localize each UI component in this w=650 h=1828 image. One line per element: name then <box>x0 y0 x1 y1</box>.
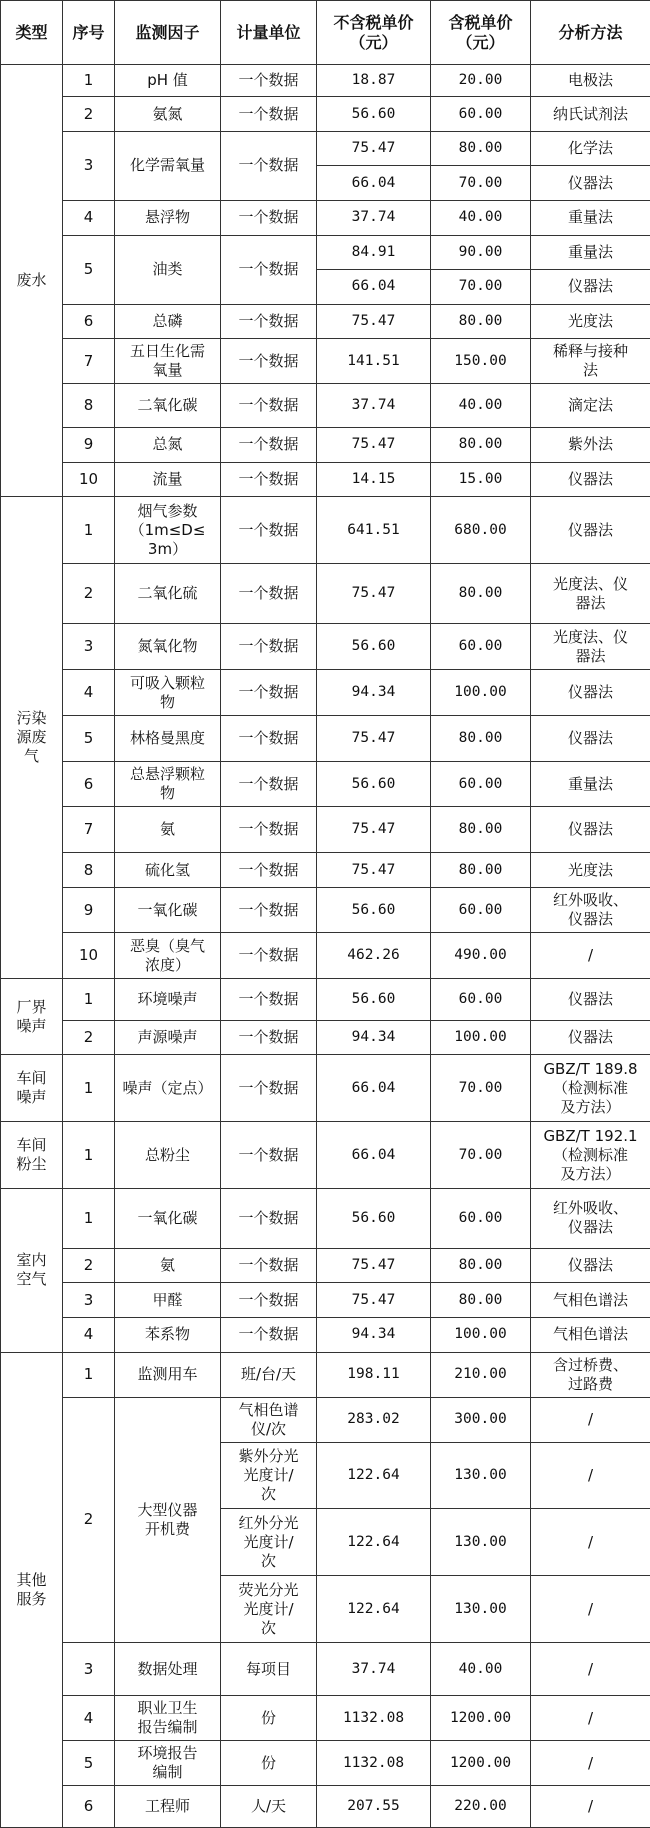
factor-cell: 噪声（定点） <box>115 1055 221 1122</box>
unit-cell: 荧光分光 光度计/ 次 <box>221 1576 317 1643</box>
table-row <box>1 1786 650 1828</box>
unit-cell: 一个数据 <box>221 428 317 463</box>
unit-cell: 一个数据 <box>221 235 317 304</box>
factor-cell: 烟气参数 （1m≤D≤ 3m） <box>115 497 221 564</box>
unit-cell: 一个数据 <box>221 1122 317 1189</box>
price-ex-tax: 66.04 <box>317 270 431 305</box>
price-inc-tax: 60.00 <box>431 888 531 933</box>
price-ex-tax: 14.15 <box>317 462 431 497</box>
factor-cell: 一氧化碳 <box>115 888 221 933</box>
price-ex-tax: 94.34 <box>317 670 431 716</box>
factor-cell: 油类 <box>115 235 221 304</box>
table-row <box>1 1248 650 1283</box>
price-ex-tax: 75.47 <box>317 1248 431 1283</box>
price-ex-tax: 141.51 <box>317 339 431 384</box>
method-cell: 仪器法 <box>531 670 650 716</box>
unit-cell: 一个数据 <box>221 888 317 933</box>
table-body <box>1 65 650 1828</box>
row-number: 7 <box>63 339 115 384</box>
price-inc-tax: 1200.00 <box>431 1741 531 1786</box>
price-inc-tax: 80.00 <box>431 1248 531 1283</box>
price-ex-tax: 56.60 <box>317 979 431 1021</box>
price-ex-tax: 66.04 <box>317 166 431 201</box>
table-row <box>1 304 650 339</box>
price-ex-tax: 84.91 <box>317 235 431 270</box>
method-cell: 光度法、仪 器法 <box>531 624 650 670</box>
unit-cell: 份 <box>221 1696 317 1741</box>
price-inc-tax: 300.00 <box>431 1397 531 1442</box>
table-row <box>1 97 650 132</box>
category-cell: 车间 噪声 <box>1 1055 63 1122</box>
unit-cell: 一个数据 <box>221 97 317 132</box>
price-ex-tax: 198.11 <box>317 1352 431 1397</box>
price-inc-tax: 80.00 <box>431 131 531 166</box>
factor-cell: 二氧化硫 <box>115 564 221 624</box>
unit-cell: 一个数据 <box>221 933 317 979</box>
factor-cell: 环境报告 编制 <box>115 1741 221 1786</box>
row-number: 1 <box>63 65 115 97</box>
unit-cell: 一个数据 <box>221 564 317 624</box>
row-number: 4 <box>63 670 115 716</box>
unit-cell: 份 <box>221 1741 317 1786</box>
method-cell: 紫外法 <box>531 428 650 463</box>
method-cell: 气相色谱法 <box>531 1283 650 1318</box>
factor-cell: 环境噪声 <box>115 979 221 1021</box>
table-row <box>1 624 650 670</box>
price-inc-tax: 220.00 <box>431 1786 531 1828</box>
price-ex-tax: 75.47 <box>317 716 431 762</box>
factor-cell: 总悬浮颗粒 物 <box>115 762 221 807</box>
price-ex-tax: 66.04 <box>317 1055 431 1122</box>
price-inc-tax: 70.00 <box>431 1122 531 1189</box>
method-cell: 红外吸收、 仪器法 <box>531 888 650 933</box>
factor-cell: 总粉尘 <box>115 1122 221 1189</box>
table-row <box>1 1352 650 1397</box>
method-cell: / <box>531 1576 650 1643</box>
header-method: 分析方法 <box>531 1 650 65</box>
price-inc-tax: 130.00 <box>431 1509 531 1576</box>
factor-cell: 一氧化碳 <box>115 1188 221 1248</box>
price-ex-tax: 122.64 <box>317 1509 431 1576</box>
price-ex-tax: 75.47 <box>317 131 431 166</box>
factor-cell: 总氮 <box>115 428 221 463</box>
price-ex-tax: 641.51 <box>317 497 431 564</box>
row-number: 3 <box>63 1643 115 1696</box>
price-inc-tax: 40.00 <box>431 201 531 236</box>
table-row <box>1 1643 650 1696</box>
price-ex-tax: 56.60 <box>317 888 431 933</box>
price-ex-tax: 56.60 <box>317 624 431 670</box>
price-ex-tax: 75.47 <box>317 807 431 853</box>
price-ex-tax: 1132.08 <box>317 1741 431 1786</box>
row-number: 3 <box>63 1283 115 1318</box>
row-number: 1 <box>63 1352 115 1397</box>
unit-cell: 一个数据 <box>221 1188 317 1248</box>
unit-cell: 紫外分光 光度计/ 次 <box>221 1442 317 1509</box>
unit-cell: 一个数据 <box>221 65 317 97</box>
price-inc-tax: 130.00 <box>431 1576 531 1643</box>
method-cell: 电极法 <box>531 65 650 97</box>
factor-cell: 职业卫生 报告编制 <box>115 1696 221 1741</box>
price-ex-tax: 75.47 <box>317 564 431 624</box>
method-cell: 仪器法 <box>531 462 650 497</box>
category-cell: 车间 粉尘 <box>1 1122 63 1189</box>
category-cell: 污染 源废 气 <box>1 497 63 979</box>
row-number: 10 <box>63 462 115 497</box>
method-cell: 仪器法 <box>531 807 650 853</box>
table-row <box>1 853 650 888</box>
table-row <box>1 1020 650 1055</box>
method-cell: 重量法 <box>531 201 650 236</box>
price-inc-tax: 60.00 <box>431 1188 531 1248</box>
unit-cell: 一个数据 <box>221 807 317 853</box>
price-inc-tax: 80.00 <box>431 564 531 624</box>
price-inc-tax: 100.00 <box>431 1020 531 1055</box>
method-cell: 仪器法 <box>531 716 650 762</box>
method-cell: 光度法 <box>531 853 650 888</box>
unit-cell: 一个数据 <box>221 1318 317 1353</box>
unit-cell: 一个数据 <box>221 1020 317 1055</box>
table-row <box>1 807 650 853</box>
row-number: 7 <box>63 807 115 853</box>
table-row <box>1 428 650 463</box>
price-inc-tax: 20.00 <box>431 65 531 97</box>
method-cell: 气相色谱法 <box>531 1318 650 1353</box>
factor-cell: 大型仪器 开机费 <box>115 1397 221 1643</box>
category-cell: 其他 服务 <box>1 1352 63 1827</box>
factor-cell: 恶臭（臭气 浓度） <box>115 933 221 979</box>
header-category: 类型 <box>1 1 63 65</box>
header-unit: 计量单位 <box>221 1 317 65</box>
header-number: 序号 <box>63 1 115 65</box>
method-cell: GBZ/T 189.8 （检测标准 及方法） <box>531 1055 650 1122</box>
unit-cell: 一个数据 <box>221 853 317 888</box>
factor-cell: 悬浮物 <box>115 201 221 236</box>
method-cell: 化学法 <box>531 131 650 166</box>
factor-cell: 甲醛 <box>115 1283 221 1318</box>
price-inc-tax: 100.00 <box>431 670 531 716</box>
table-row <box>1 1696 650 1741</box>
price-ex-tax: 462.26 <box>317 933 431 979</box>
factor-cell: 氨氮 <box>115 97 221 132</box>
price-inc-tax: 40.00 <box>431 384 531 428</box>
row-number: 8 <box>63 384 115 428</box>
factor-cell: 数据处理 <box>115 1643 221 1696</box>
method-cell: 仪器法 <box>531 979 650 1021</box>
table-row <box>1 497 650 564</box>
category-cell: 室内 空气 <box>1 1188 63 1352</box>
factor-cell: 监测用车 <box>115 1352 221 1397</box>
category-cell: 厂界 噪声 <box>1 979 63 1055</box>
table-row <box>1 1055 650 1122</box>
method-cell: / <box>531 1509 650 1576</box>
price-inc-tax: 60.00 <box>431 624 531 670</box>
table-row <box>1 1741 650 1786</box>
method-cell: 仪器法 <box>531 1248 650 1283</box>
method-cell: 仪器法 <box>531 166 650 201</box>
row-number: 2 <box>63 564 115 624</box>
unit-cell: 一个数据 <box>221 497 317 564</box>
row-number: 6 <box>63 1786 115 1828</box>
factor-cell: 林格曼黑度 <box>115 716 221 762</box>
row-number: 4 <box>63 201 115 236</box>
method-cell: 光度法、仪 器法 <box>531 564 650 624</box>
header-factor: 监测因子 <box>115 1 221 65</box>
method-cell: / <box>531 1397 650 1442</box>
row-number: 3 <box>63 131 115 200</box>
unit-cell: 班/台/天 <box>221 1352 317 1397</box>
price-inc-tax: 80.00 <box>431 853 531 888</box>
price-inc-tax: 490.00 <box>431 933 531 979</box>
row-number: 1 <box>63 1055 115 1122</box>
unit-cell: 红外分光 光度计/ 次 <box>221 1509 317 1576</box>
price-inc-tax: 70.00 <box>431 270 531 305</box>
row-number: 9 <box>63 428 115 463</box>
price-inc-tax: 60.00 <box>431 762 531 807</box>
table-row <box>1 131 650 166</box>
unit-cell: 气相色谱 仪/次 <box>221 1397 317 1442</box>
row-number: 4 <box>63 1696 115 1741</box>
row-number: 2 <box>63 1397 115 1643</box>
price-inc-tax: 150.00 <box>431 339 531 384</box>
price-inc-tax: 60.00 <box>431 97 531 132</box>
table-row <box>1 1283 650 1318</box>
table-row <box>1 235 650 270</box>
unit-cell: 一个数据 <box>221 979 317 1021</box>
method-cell: 稀释与接种 法 <box>531 339 650 384</box>
method-cell: 光度法 <box>531 304 650 339</box>
price-inc-tax: 1200.00 <box>431 1696 531 1741</box>
price-ex-tax: 1132.08 <box>317 1696 431 1741</box>
table-row <box>1 762 650 807</box>
row-number: 10 <box>63 933 115 979</box>
row-number: 6 <box>63 304 115 339</box>
factor-cell: 硫化氢 <box>115 853 221 888</box>
table-row <box>1 716 650 762</box>
row-number: 3 <box>63 624 115 670</box>
price-inc-tax: 100.00 <box>431 1318 531 1353</box>
table-row <box>1 462 650 497</box>
row-number: 5 <box>63 235 115 304</box>
table-row <box>1 1122 650 1189</box>
price-ex-tax: 75.47 <box>317 304 431 339</box>
price-ex-tax: 56.60 <box>317 97 431 132</box>
factor-cell: 化学需氧量 <box>115 131 221 200</box>
price-ex-tax: 207.55 <box>317 1786 431 1828</box>
method-cell: 仪器法 <box>531 1020 650 1055</box>
table-row <box>1 384 650 428</box>
price-inc-tax: 40.00 <box>431 1643 531 1696</box>
unit-cell: 一个数据 <box>221 1055 317 1122</box>
price-inc-tax: 680.00 <box>431 497 531 564</box>
method-cell: 重量法 <box>531 762 650 807</box>
price-ex-tax: 122.64 <box>317 1442 431 1509</box>
unit-cell: 一个数据 <box>221 131 317 200</box>
unit-cell: 一个数据 <box>221 462 317 497</box>
row-number: 8 <box>63 853 115 888</box>
method-cell: 红外吸收、 仪器法 <box>531 1188 650 1248</box>
row-number: 1 <box>63 1188 115 1248</box>
header-price-ex-tax: 不含税单价 （元） <box>317 1 431 65</box>
price-inc-tax: 70.00 <box>431 1055 531 1122</box>
table-row <box>1 65 650 97</box>
price-inc-tax: 60.00 <box>431 979 531 1021</box>
table-row <box>1 1188 650 1248</box>
factor-cell: 氮氧化物 <box>115 624 221 670</box>
price-ex-tax: 56.60 <box>317 762 431 807</box>
method-cell: 纳氏试剂法 <box>531 97 650 132</box>
price-inc-tax: 80.00 <box>431 304 531 339</box>
factor-cell: 总磷 <box>115 304 221 339</box>
unit-cell: 每项目 <box>221 1643 317 1696</box>
unit-cell: 一个数据 <box>221 716 317 762</box>
price-ex-tax: 18.87 <box>317 65 431 97</box>
unit-cell: 一个数据 <box>221 201 317 236</box>
method-cell: 仪器法 <box>531 497 650 564</box>
factor-cell: 二氧化碳 <box>115 384 221 428</box>
method-cell: 重量法 <box>531 235 650 270</box>
price-inc-tax: 210.00 <box>431 1352 531 1397</box>
table-row <box>1 933 650 979</box>
header-price-inc-tax: 含税单价 （元） <box>431 1 531 65</box>
price-ex-tax: 94.34 <box>317 1020 431 1055</box>
price-ex-tax: 75.47 <box>317 1283 431 1318</box>
factor-cell: 五日生化需 氧量 <box>115 339 221 384</box>
row-number: 2 <box>63 1020 115 1055</box>
price-ex-tax: 94.34 <box>317 1318 431 1353</box>
method-cell: / <box>531 1696 650 1741</box>
price-ex-tax: 283.02 <box>317 1397 431 1442</box>
row-number: 9 <box>63 888 115 933</box>
unit-cell: 一个数据 <box>221 762 317 807</box>
row-number: 5 <box>63 716 115 762</box>
unit-cell: 一个数据 <box>221 1248 317 1283</box>
table-row <box>1 201 650 236</box>
row-number: 4 <box>63 1318 115 1353</box>
unit-cell: 一个数据 <box>221 1283 317 1318</box>
factor-cell: pH 值 <box>115 65 221 97</box>
row-number: 1 <box>63 1122 115 1189</box>
method-cell: 含过桥费、 过路费 <box>531 1352 650 1397</box>
table-row <box>1 564 650 624</box>
price-inc-tax: 130.00 <box>431 1442 531 1509</box>
row-number: 2 <box>63 97 115 132</box>
table-row <box>1 1397 650 1442</box>
table-row <box>1 979 650 1021</box>
unit-cell: 人/天 <box>221 1786 317 1828</box>
method-cell: 滴定法 <box>531 384 650 428</box>
price-ex-tax: 75.47 <box>317 428 431 463</box>
method-cell: / <box>531 1643 650 1696</box>
factor-cell: 工程师 <box>115 1786 221 1828</box>
price-inc-tax: 90.00 <box>431 235 531 270</box>
price-inc-tax: 70.00 <box>431 166 531 201</box>
price-ex-tax: 37.74 <box>317 1643 431 1696</box>
table-row <box>1 888 650 933</box>
price-ex-tax: 122.64 <box>317 1576 431 1643</box>
unit-cell: 一个数据 <box>221 670 317 716</box>
method-cell: / <box>531 1786 650 1828</box>
row-number: 1 <box>63 497 115 564</box>
factor-cell: 可吸入颗粒 物 <box>115 670 221 716</box>
factor-cell: 氨 <box>115 807 221 853</box>
price-ex-tax: 37.74 <box>317 201 431 236</box>
table-row <box>1 339 650 384</box>
price-inc-tax: 80.00 <box>431 1283 531 1318</box>
factor-cell: 声源噪声 <box>115 1020 221 1055</box>
table-row <box>1 670 650 716</box>
method-cell: 仪器法 <box>531 270 650 305</box>
factor-cell: 苯系物 <box>115 1318 221 1353</box>
price-ex-tax: 75.47 <box>317 853 431 888</box>
row-number: 2 <box>63 1248 115 1283</box>
method-cell: / <box>531 1741 650 1786</box>
price-inc-tax: 80.00 <box>431 807 531 853</box>
row-number: 5 <box>63 1741 115 1786</box>
table-row <box>1 1318 650 1353</box>
header-row <box>1 1 650 65</box>
unit-cell: 一个数据 <box>221 339 317 384</box>
price-inc-tax: 80.00 <box>431 428 531 463</box>
unit-cell: 一个数据 <box>221 304 317 339</box>
row-number: 1 <box>63 979 115 1021</box>
category-cell: 废水 <box>1 65 63 497</box>
factor-cell: 流量 <box>115 462 221 497</box>
method-cell: GBZ/T 192.1 （检测标准 及方法） <box>531 1122 650 1189</box>
row-number: 6 <box>63 762 115 807</box>
price-inc-tax: 80.00 <box>431 716 531 762</box>
method-cell: / <box>531 1442 650 1509</box>
factor-cell: 氨 <box>115 1248 221 1283</box>
price-ex-tax: 66.04 <box>317 1122 431 1189</box>
unit-cell: 一个数据 <box>221 624 317 670</box>
price-inc-tax: 15.00 <box>431 462 531 497</box>
method-cell: / <box>531 933 650 979</box>
unit-cell: 一个数据 <box>221 384 317 428</box>
price-ex-tax: 37.74 <box>317 384 431 428</box>
price-ex-tax: 56.60 <box>317 1188 431 1248</box>
